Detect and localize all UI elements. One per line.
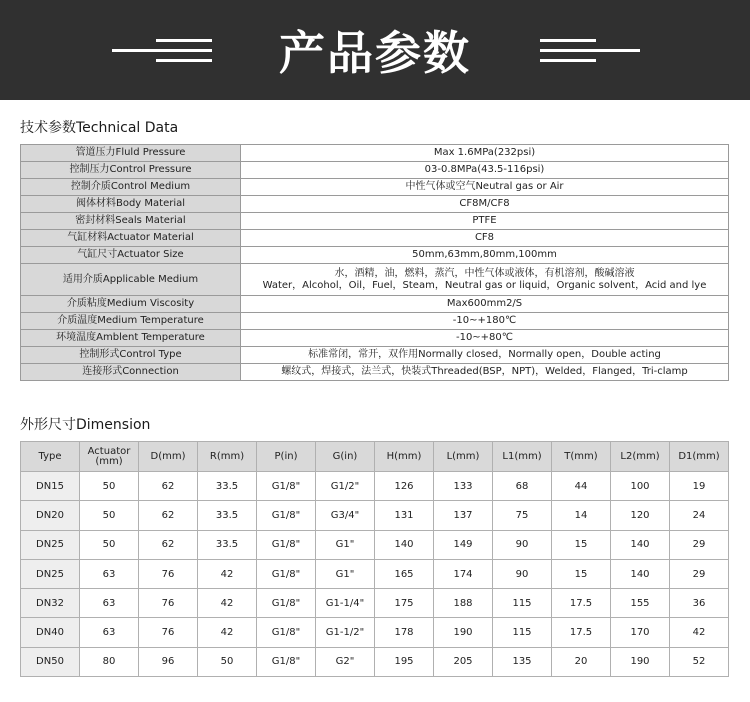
technical-value: PTFE — [241, 213, 729, 230]
table-row — [21, 559, 729, 588]
table-cell: 50 — [80, 472, 139, 501]
table-cell: 135 — [493, 647, 552, 676]
technical-value — [241, 264, 729, 296]
technical-value-line: 水，酒精，油，燃料，蒸汽，中性气体或液体，有机溶剂，酸碱溶液 — [334, 267, 635, 279]
technical-row — [21, 162, 729, 179]
technical-row — [21, 179, 729, 196]
table-cell: 17.5 — [552, 589, 611, 618]
table-cell: 29 — [670, 559, 729, 588]
dimension-title: 外形尺寸Dimension — [20, 417, 151, 433]
table-cell: 62 — [139, 472, 198, 501]
technical-label: 控制介质Control Medium — [21, 179, 241, 196]
table-cell: 75 — [493, 501, 552, 530]
table-cell: 165 — [375, 559, 434, 588]
type-cell: DN25 — [21, 559, 80, 588]
technical-row — [21, 196, 729, 213]
table-cell: 76 — [139, 589, 198, 618]
table-cell: G1" — [316, 530, 375, 559]
table-cell: G1-1/2" — [316, 618, 375, 647]
technical-value: 螺纹式，焊接式，法兰式，快装式Threaded(BSP，NPT)，Welded，Flanged，Tri-clamp — [241, 364, 729, 381]
technical-label: 密封材料Seals Material — [21, 213, 241, 230]
technical-label: 阀体材料Body Material — [21, 196, 241, 213]
table-cell: 140 — [375, 530, 434, 559]
table-cell: 36 — [670, 589, 729, 618]
technical-value-line: Water，Alcohol，Oil，Fuel，Steam，Neutral gas or liquid，Organic solvent，Acid and lye — [262, 279, 707, 291]
table-cell: 29 — [670, 530, 729, 559]
table-row — [21, 501, 729, 530]
table-cell: G1/8" — [257, 589, 316, 618]
type-cell: DN40 — [21, 618, 80, 647]
table-cell: 90 — [493, 559, 552, 588]
table-cell: 42 — [198, 618, 257, 647]
technical-value: 中性气体或空气Neutral gas or Air — [241, 179, 729, 196]
column-header: L(mm) — [434, 442, 493, 472]
technical-label: 环境温度Amblent Temperature — [21, 330, 241, 347]
type-cell: DN20 — [21, 501, 80, 530]
technical-value: 50mm,63mm,80mm,100mm — [241, 247, 729, 264]
table-cell: 195 — [375, 647, 434, 676]
column-header: D(mm) — [139, 442, 198, 472]
column-header: R(mm) — [198, 442, 257, 472]
technical-value: CF8 — [241, 230, 729, 247]
type-cell: DN25 — [21, 530, 80, 559]
table-cell: 63 — [80, 559, 139, 588]
table-row — [21, 472, 729, 501]
table-cell: 17.5 — [552, 618, 611, 647]
column-header: Actuator (mm) — [80, 442, 139, 472]
technical-row — [21, 213, 729, 230]
technical-label: 介质粘度Medium Viscosity — [21, 296, 241, 313]
table-cell: 190 — [611, 647, 670, 676]
technical-label: 控制形式Control Type — [21, 347, 241, 364]
table-cell: 68 — [493, 472, 552, 501]
table-cell: G1/8" — [257, 530, 316, 559]
dimension-table — [20, 441, 729, 677]
technical-value: Max 1.6MPa(232psi) — [241, 145, 729, 162]
technical-value: -10~+180℃ — [241, 313, 729, 330]
table-cell: 100 — [611, 472, 670, 501]
table-cell: 33.5 — [198, 530, 257, 559]
table-row — [21, 530, 729, 559]
table-cell: G1" — [316, 559, 375, 588]
technical-label: 适用介质Applicable Medium — [21, 264, 241, 296]
table-cell: 140 — [611, 559, 670, 588]
table-cell: 24 — [670, 501, 729, 530]
column-header: L1(mm) — [493, 442, 552, 472]
table-cell: 133 — [434, 472, 493, 501]
technical-value: 03-0.8MPa(43.5-116psi) — [241, 162, 729, 179]
table-cell: 50 — [80, 530, 139, 559]
column-header: Type — [21, 442, 80, 472]
column-header: G(in) — [316, 442, 375, 472]
table-cell: 115 — [493, 618, 552, 647]
table-cell: G3/4" — [316, 501, 375, 530]
technical-row — [21, 296, 729, 313]
table-cell: 62 — [139, 530, 198, 559]
column-header: H(mm) — [375, 442, 434, 472]
table-cell: 33.5 — [198, 472, 257, 501]
table-cell: 76 — [139, 618, 198, 647]
technical-value: Max600mm2/S — [241, 296, 729, 313]
column-header: L2(mm) — [611, 442, 670, 472]
table-cell: 131 — [375, 501, 434, 530]
table-cell: 20 — [552, 647, 611, 676]
table-cell: 90 — [493, 530, 552, 559]
table-cell: G2" — [316, 647, 375, 676]
technical-row — [21, 313, 729, 330]
table-cell: 50 — [80, 501, 139, 530]
type-cell: DN15 — [21, 472, 80, 501]
table-cell: G1/8" — [257, 559, 316, 588]
column-header: D1(mm) — [670, 442, 729, 472]
table-cell: 126 — [375, 472, 434, 501]
type-cell: DN50 — [21, 647, 80, 676]
technical-label: 控制压力Control Pressure — [21, 162, 241, 179]
technical-row — [21, 330, 729, 347]
table-cell: G1/8" — [257, 472, 316, 501]
table-cell: G1/2" — [316, 472, 375, 501]
table-cell: 63 — [80, 589, 139, 618]
table-cell: 63 — [80, 618, 139, 647]
technical-value: 标准常闭，常开，双作用Normally closed，Normally open，Double acting — [241, 347, 729, 364]
technical-row — [21, 230, 729, 247]
technical-row — [21, 364, 729, 381]
table-row — [21, 647, 729, 676]
table-cell: 174 — [434, 559, 493, 588]
table-cell: G1-1/4" — [316, 589, 375, 618]
table-cell: 19 — [670, 472, 729, 501]
table-cell: 76 — [139, 559, 198, 588]
technical-label: 气缸尺寸Actuator Size — [21, 247, 241, 264]
technical-label: 连接形式Connection — [21, 364, 241, 381]
technical-row — [21, 145, 729, 162]
table-cell: G1/8" — [257, 618, 316, 647]
table-cell: 52 — [670, 647, 729, 676]
table-cell: 14 — [552, 501, 611, 530]
table-cell: 50 — [198, 647, 257, 676]
type-cell: DN32 — [21, 589, 80, 618]
header-banner — [0, 0, 750, 100]
table-cell: 80 — [80, 647, 139, 676]
technical-label: 管道压力Fluld Pressure — [21, 145, 241, 162]
table-cell: 42 — [670, 618, 729, 647]
table-cell: 120 — [611, 501, 670, 530]
table-cell: 155 — [611, 589, 670, 618]
table-cell: G1/8" — [257, 501, 316, 530]
table-cell: 190 — [434, 618, 493, 647]
column-header: P(in) — [257, 442, 316, 472]
technical-value: CF8M/CF8 — [241, 196, 729, 213]
table-cell: 140 — [611, 530, 670, 559]
table-cell: 15 — [552, 530, 611, 559]
table-cell: 62 — [139, 501, 198, 530]
table-cell: 96 — [139, 647, 198, 676]
table-cell: 44 — [552, 472, 611, 501]
table-cell: 42 — [198, 589, 257, 618]
table-cell: 115 — [493, 589, 552, 618]
technical-value: -10~+80℃ — [241, 330, 729, 347]
table-cell: 42 — [198, 559, 257, 588]
technical-data-table — [20, 144, 729, 381]
table-cell: 33.5 — [198, 501, 257, 530]
technical-row — [21, 264, 729, 296]
technical-label: 气缸材料Actuator Material — [21, 230, 241, 247]
column-header: T(mm) — [552, 442, 611, 472]
table-cell: 137 — [434, 501, 493, 530]
technical-data-title: 技术参数Technical Data — [20, 120, 179, 136]
technical-row — [21, 347, 729, 364]
table-cell: G1/8" — [257, 647, 316, 676]
table-cell: 205 — [434, 647, 493, 676]
decorative-lines-right — [540, 36, 640, 66]
table-row — [21, 618, 729, 647]
banner-title: 产品参数 — [279, 26, 471, 80]
decorative-lines-left — [112, 36, 212, 66]
table-cell: 15 — [552, 559, 611, 588]
table-row — [21, 589, 729, 618]
table-cell: 149 — [434, 530, 493, 559]
dimension-header-row — [21, 442, 729, 472]
technical-row — [21, 247, 729, 264]
table-cell: 188 — [434, 589, 493, 618]
table-cell: 175 — [375, 589, 434, 618]
table-cell: 170 — [611, 618, 670, 647]
technical-label: 介质温度Medium Temperature — [21, 313, 241, 330]
table-cell: 178 — [375, 618, 434, 647]
